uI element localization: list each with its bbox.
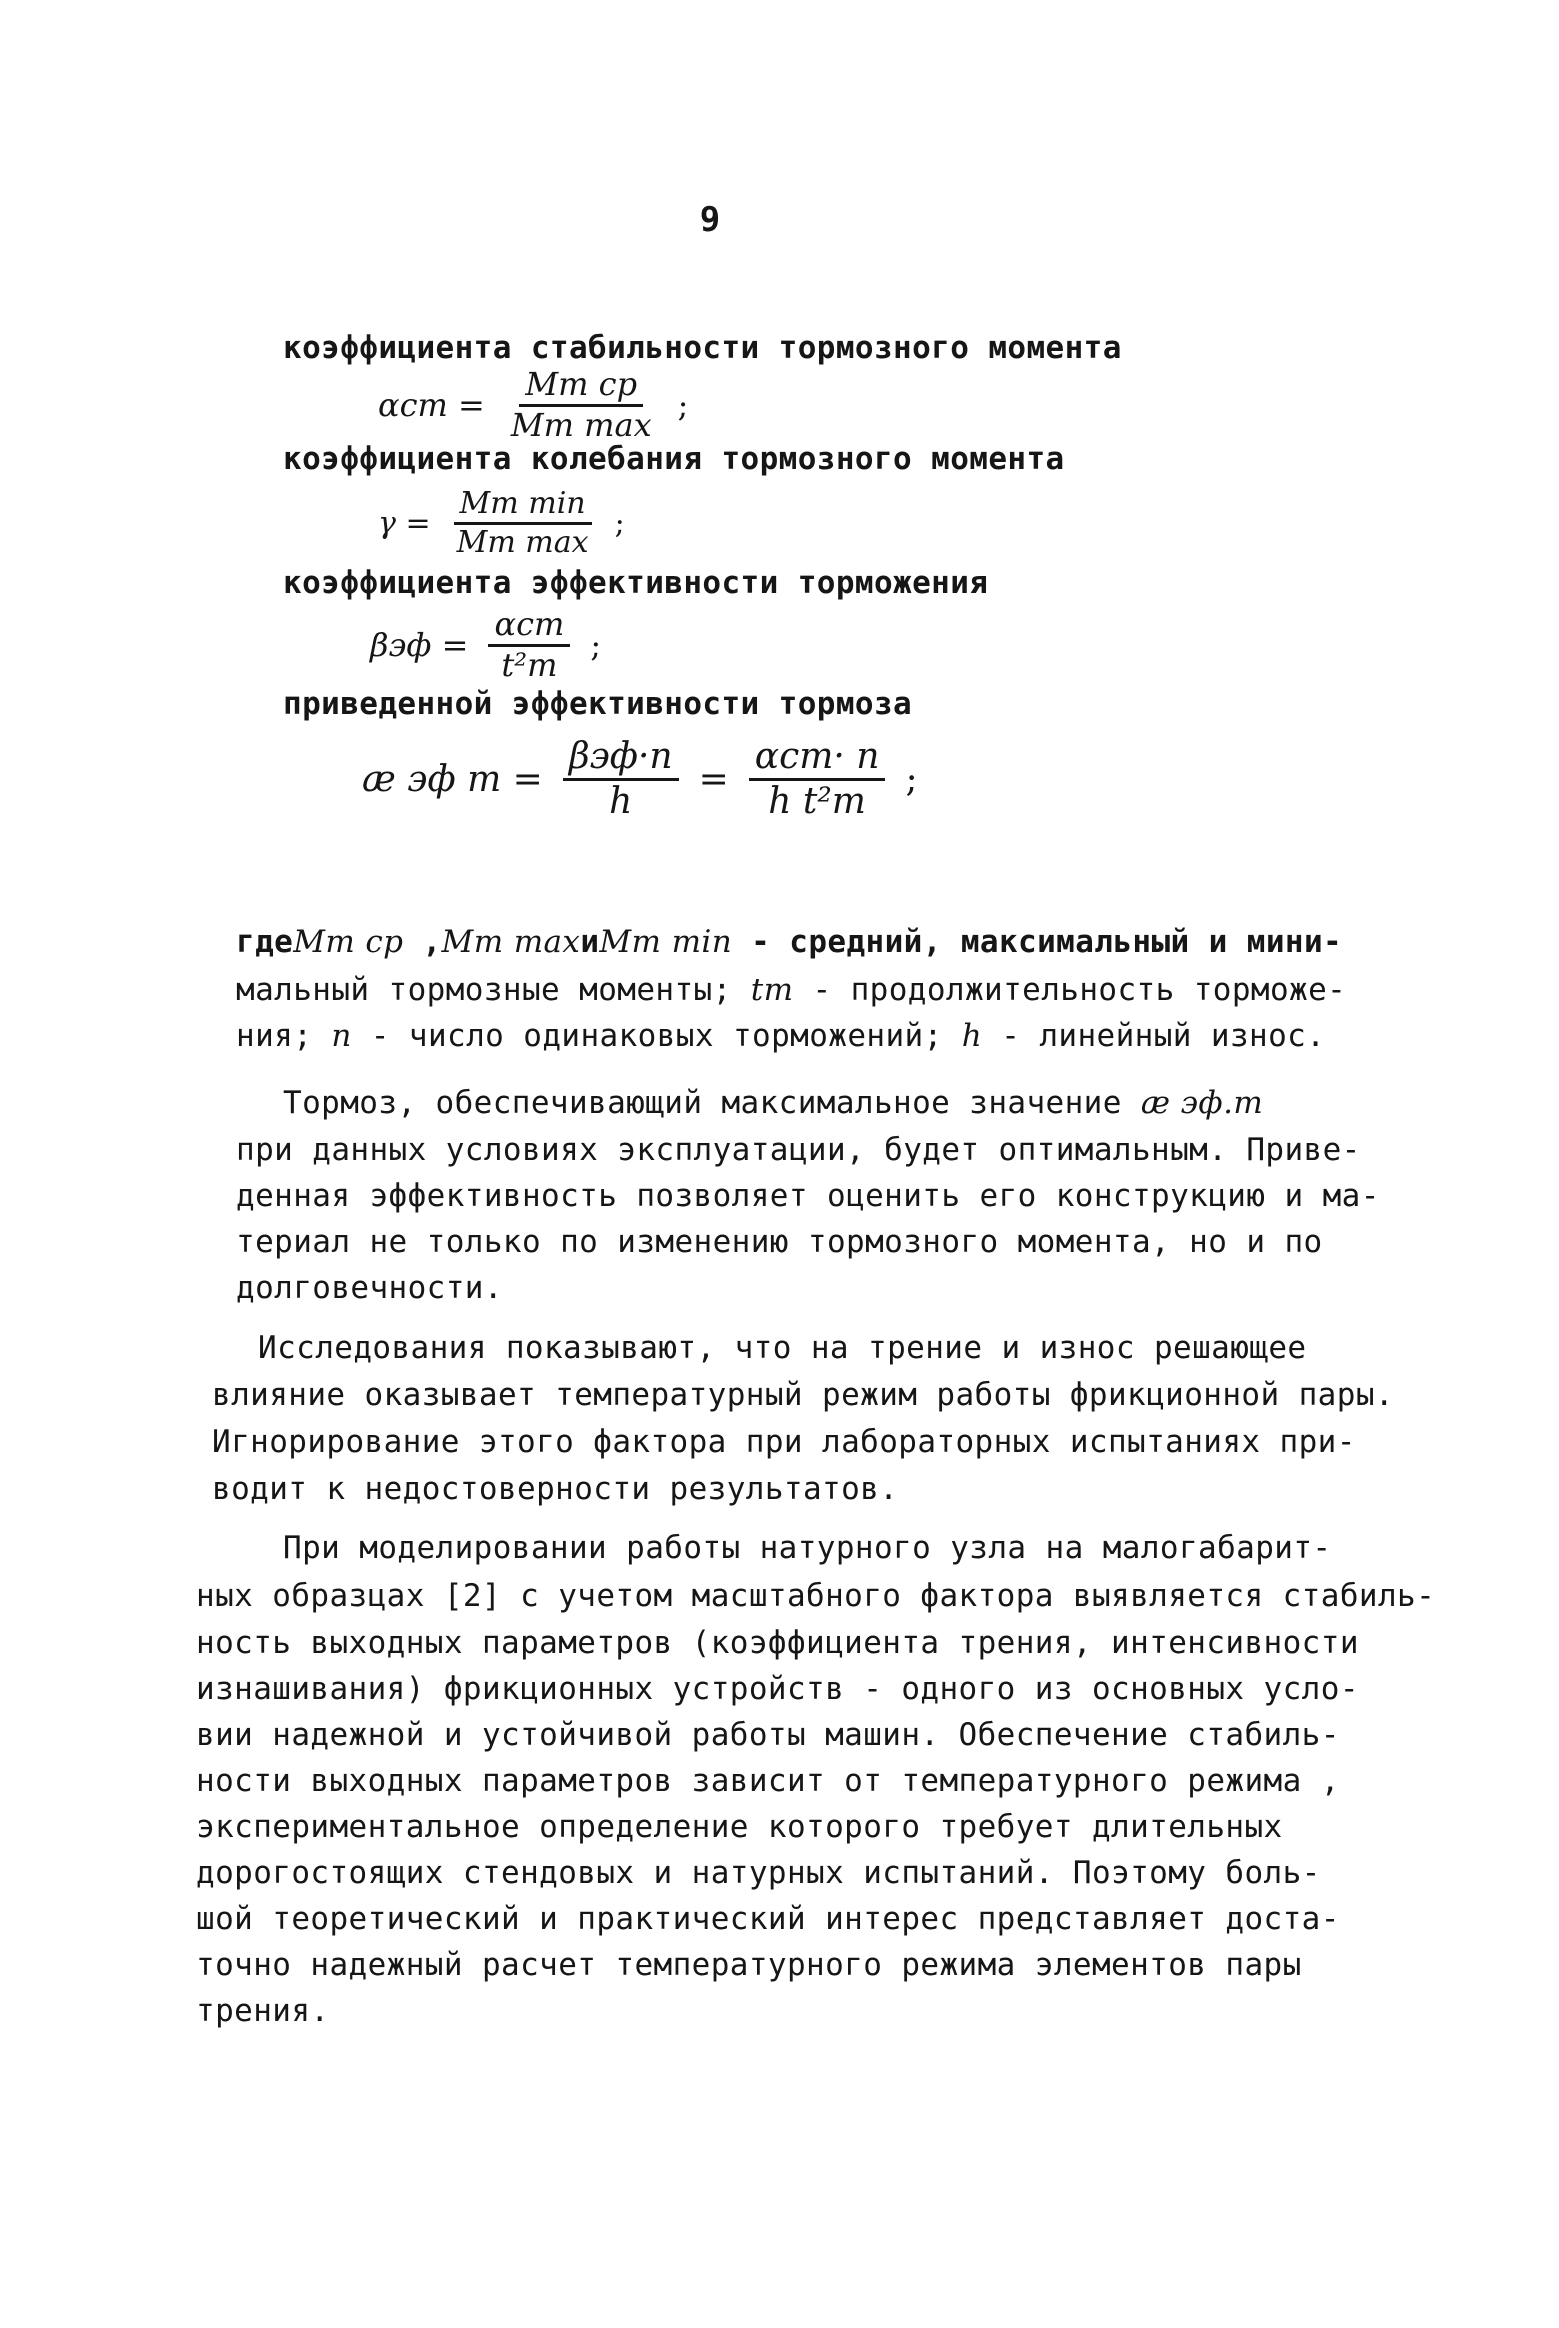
text-span: Тормоз, обеспечивающий максимальное значение [283,1085,1141,1121]
formula-reduced-efficiency [362,738,918,821]
formula-lhs: βэф = [370,626,469,665]
denominator: Мт max [510,405,652,444]
numerator: αст· n [749,738,886,781]
formula-punctuation: ; [905,758,918,800]
text-span: - средний, максимальный и мини- [732,924,1343,960]
para1-line-2: при данных условиях эксплуатации, будет оптимальным. Приве- [236,1132,1361,1168]
symbol-braking-time: tт [750,972,794,1008]
para2-line-1: Исследования показывают, что на трение и износ решающее [258,1330,1307,1366]
formula-lhs: γ = [378,505,431,541]
para3-line-11: трения. [196,1993,330,2029]
text-span: где [236,924,294,960]
numerator: βэф·n [563,738,679,781]
denominator: Мт max [456,524,589,560]
formula-punctuation: ; [614,505,625,541]
para2-line-2: влияние оказывает температурный режим работы фрикционной пары. [212,1377,1394,1413]
fraction-2 [749,738,886,821]
definitions-line-1 [236,924,1342,960]
text-span: ния; [236,1018,332,1054]
fraction [505,365,658,444]
denominator: t²т [501,645,558,684]
para3-line-3: ность выходных параметров (коэффициента трения, интенсивности [196,1625,1359,1661]
text-span: мальный тормозные моменты; [236,972,751,1008]
formula-braking-efficiency [370,605,602,684]
formula-punctuation: ; [590,626,602,665]
text-span: - число одинаковых торможений; [351,1018,962,1054]
page-number: 9 [699,200,721,240]
equals-sign: = [698,758,729,800]
fraction-1 [563,738,679,821]
formula-punctuation: ; [677,386,689,425]
caption-braking-efficiency-coefficient: коэффициента эффективности торможения [283,565,989,601]
para3-line-6: ности выходных параметров зависит от температурного режима , [196,1763,1340,1799]
formula-stability-coefficient [378,365,689,444]
text-span: - линейный износ. [982,1018,1326,1054]
para3-line-2: ных образцах [2] с учетом масштабного фактора выявляется стабиль- [196,1578,1436,1614]
symbol-mt-avg: Мт ср [293,924,404,960]
symbol-mt-max: Мт max [441,924,581,960]
para3-line-9: шой теоретический и практический интерес представляет доста- [196,1901,1340,1937]
definitions-line-3 [236,1018,1325,1054]
para3-line-4: изнашивания) фрикционных устройств - одного из основных усло- [196,1671,1359,1707]
para3-line-8: дорогостоящих стендовых и натурных испытаний. Поэтому боль- [196,1855,1321,1891]
para2-line-3: Игнорирование этого фактора при лабораторных испытаниях при- [212,1424,1356,1460]
symbol-h: h [961,1018,983,1054]
para1-line-1 [283,1085,1263,1121]
denominator: h t²т [768,780,866,822]
text-span: и [580,924,600,960]
formula-oscillation-coefficient [378,488,625,558]
text-span: - продолжительность торможе- [793,972,1347,1008]
symbol-kappa-eft: æ эф.т [1140,1085,1264,1121]
para1-line-5: долговечности. [236,1270,503,1306]
numerator: Мт ср [519,368,643,407]
symbol-mt-min: Мт min [599,924,733,960]
formula-lhs: αст = [378,386,485,425]
para1-line-4: териал не только по изменению тормозного момента, но и по [236,1224,1323,1260]
caption-reduced-efficiency: приведенной эффективности тормоза [283,686,913,722]
numerator: Мт min [454,488,592,525]
text-span: , [403,924,442,960]
caption-stability-coefficient: коэффициента стабильности тормозного момента [283,330,1122,366]
para3-line-5: вии надежной и устойчивой работы машин. Обеспечение стабиль- [196,1717,1340,1753]
definitions-line-2 [236,972,1346,1008]
formula-lhs: æ эф т = [362,758,543,800]
fraction [451,488,595,558]
para3-line-10: точно надежный расчет температурного режима элементов пары [196,1947,1302,1983]
caption-oscillation-coefficient: коэффициента колебания тормозного момента [283,441,1065,477]
para2-line-4: водит к недостоверности результатов. [212,1471,899,1507]
denominator: h [609,780,633,822]
numerator: αст [488,608,570,647]
para3-line-1: При моделировании работы натурного узла на малогабарит- [283,1530,1332,1566]
para3-line-7: экспериментальное определение которого требует длительных [196,1809,1283,1845]
fraction [488,605,570,684]
para1-line-3: денная эффективность позволяет оценить его конструкцию и ма- [236,1178,1380,1214]
symbol-n: n [331,1018,352,1054]
